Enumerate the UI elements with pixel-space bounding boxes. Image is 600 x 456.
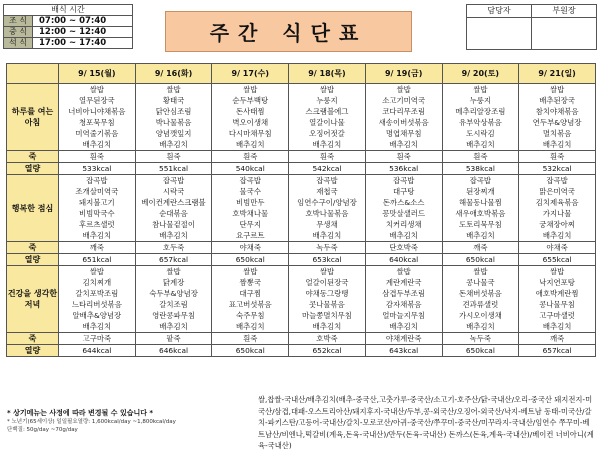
- menu-item: 숙두부&양념장: [149, 289, 198, 298]
- porridge-cell: 녹두죽: [442, 333, 519, 345]
- kcal-cell: 540kcal: [212, 163, 289, 175]
- menu-cell: [519, 175, 596, 242]
- menu-cell: [289, 266, 366, 333]
- menu-item: 열갈이나물: [309, 118, 345, 127]
- porridge-cell: 흰죽: [442, 151, 519, 163]
- menu-item: 닭계장: [162, 278, 185, 287]
- notes-calorie: * 노년기(65세이상) 일일필요열량: 1,600kcal/day ~1,800kcal/day: [7, 419, 176, 425]
- porridge-label: 죽: [7, 242, 59, 254]
- menu-cell: [289, 175, 366, 242]
- kcal-cell: 532kcal: [519, 163, 596, 175]
- menu-item: 벽오이생채: [232, 118, 269, 127]
- menu-item: 쌀밥: [166, 85, 181, 94]
- date-cell: 9/ 18(목): [289, 64, 366, 84]
- menu-item: 황태국: [162, 96, 185, 105]
- menu-item: 배추김치: [82, 140, 112, 149]
- porridge-cell: 흰죽: [59, 151, 136, 163]
- kcal-cell: 533kcal: [59, 163, 136, 175]
- menu-item: 잡곡밥: [239, 176, 261, 185]
- approval-table: [466, 4, 597, 50]
- meal-row: [7, 175, 596, 242]
- porridge-cell: 흰죽: [212, 151, 289, 163]
- menu-cell: [59, 175, 136, 242]
- notes-change-warning: * 상기메뉴는 사정에 따라 변경될 수 있습니다 *: [7, 409, 154, 417]
- menu-item: 김치찌개: [82, 278, 112, 287]
- kcal-cell: 655kcal: [519, 254, 596, 266]
- origin-info: 쌀,찹쌀-국내산/배추김치(배추-중국산,고춧가루-중국산/소고기-호주산/닭-국내산/오리-중국산 돼지전지-미국산/삼겹,대패-오스트리아산/돼지후지-국내산/두부,콩-외국산/오징어-외국산/낙지-베트남 동태-미국산/갈치-파키스탄/고등어-국내산/갈치-모로코산/아귀-중국산/쭈꾸미-중국산/미꾸라지-국내산/임연수 쭈꾸미-베트남산/비엔나,떡갈비(계육,돈육-국내산)/만두(돈육-국내산) 돈까스(돈육,계육-국내산)/베이컨 너비아니(계육-국내산): [258, 395, 594, 450]
- date-cell: 9/ 16(화): [135, 64, 212, 84]
- menu-item: 후르츠샐럿: [79, 220, 115, 229]
- menu-item: 쌀밥: [89, 267, 104, 276]
- menu-item: 호박나물볶음: [305, 209, 349, 218]
- weekly-menu-grid: [6, 63, 596, 357]
- porridge-row: [7, 151, 596, 163]
- lunch-time: 12:00 ~ 12:40: [33, 27, 133, 38]
- kcal-cell: 538kcal: [442, 163, 519, 175]
- menu-cell: [59, 266, 136, 333]
- menu-item: 배추김치: [159, 231, 188, 240]
- menu-cell: [289, 84, 366, 151]
- menu-cell: [365, 84, 442, 151]
- menu-item: 누룽지: [316, 96, 338, 105]
- kcal-label: 열량: [7, 163, 59, 175]
- menu-item: 마늘쫑멸치무침: [301, 311, 352, 320]
- menu-item: 콧나물볶음: [309, 300, 345, 309]
- kcal-cell: 651kcal: [59, 254, 136, 266]
- approval-staff-sign[interactable]: [467, 18, 532, 50]
- menu-item: 쌀밥: [319, 267, 335, 276]
- menu-item: 얼마늘지무침: [382, 311, 426, 320]
- dinner-label: 석 식: [4, 38, 33, 49]
- menu-item: 고구마샐럿: [539, 311, 575, 320]
- approval-director-sign[interactable]: [532, 18, 597, 50]
- porridge-cell: 흰죽: [289, 151, 366, 163]
- porridge-cell: 흰죽: [519, 151, 596, 163]
- porridge-cell: 녹두죽: [289, 242, 366, 254]
- menu-item: 꽁맛살샐러드: [382, 209, 426, 218]
- menu-item: 배추김치: [466, 231, 495, 240]
- menu-item: 해물동나물찜: [458, 198, 502, 207]
- corner-cell: [7, 64, 59, 84]
- porridge-cell: 깨죽: [442, 242, 519, 254]
- kcal-cell: 551kcal: [135, 163, 212, 175]
- menu-item: 쌀밥: [396, 267, 411, 276]
- menu-item: 명엽채무침: [385, 129, 422, 138]
- menu-item: 배추김치: [159, 140, 188, 149]
- date-cell: 9/ 15(월): [59, 64, 136, 84]
- menu-item: 스크램블에그: [305, 107, 349, 116]
- menu-item: 잡곡밥: [86, 176, 108, 185]
- menu-item: 재첩국: [316, 187, 338, 196]
- menu-item: 낙지연포탕: [539, 278, 575, 287]
- date-row: [7, 64, 596, 84]
- porridge-cell: 호두죽: [135, 242, 212, 254]
- menu-item: 배추김치: [312, 140, 342, 149]
- menu-item: 열무된장국: [79, 96, 115, 105]
- menu-item: 호박채나물: [232, 209, 269, 218]
- menu-item: 배추김치: [312, 231, 342, 240]
- porridge-label: 죽: [7, 333, 59, 345]
- menu-cell: [442, 266, 519, 333]
- menu-item: 잡곡밥: [546, 176, 568, 185]
- menu-item: 김치제육볶음: [535, 198, 579, 207]
- menu-item: 얼갈이된장국: [305, 278, 349, 287]
- menu-item: 새송이버섯볶음: [378, 118, 429, 127]
- porridge-cell: 흰죽: [135, 151, 212, 163]
- menu-item: 배추김치: [466, 140, 495, 149]
- menu-item: 베이컨계란스크램블: [141, 198, 206, 207]
- porridge-cell: 호박죽: [289, 333, 366, 345]
- menu-item: 돈까스&소스: [382, 198, 425, 207]
- menu-item: 코다리무조림: [382, 107, 426, 116]
- menu-item: 새우애호박볶음: [455, 209, 506, 218]
- kcal-cell: 657kcal: [519, 345, 596, 357]
- menu-item: 돈채버섯볶음: [458, 289, 502, 298]
- menu-item: 배추김치: [389, 231, 418, 240]
- menu-item: 애호박계란찜: [535, 289, 579, 298]
- meal-category: 하루를 여는 아침: [7, 84, 59, 151]
- menu-cell: [135, 84, 212, 151]
- kcal-label: 열량: [7, 345, 59, 357]
- approval-staff-label: 담당자: [467, 5, 532, 18]
- menu-item: 표고버섯볶음: [228, 300, 272, 309]
- menu-item: 물국수: [239, 187, 261, 196]
- porridge-row: [7, 333, 596, 345]
- menu-item: 갈치포박조림: [75, 289, 119, 298]
- porridge-cell: 고구마죽: [59, 333, 136, 345]
- menu-item: 배추김치: [389, 322, 418, 331]
- menu-item: 쌀밥: [243, 267, 258, 276]
- menu-item: 참치야채볶음: [535, 107, 579, 116]
- menu-cell: [212, 175, 289, 242]
- menu-item: 배추김치: [542, 231, 572, 240]
- menu-item: 쌀밥: [473, 85, 488, 94]
- menu-cell: [365, 175, 442, 242]
- menu-cell: [135, 266, 212, 333]
- menu-item: 미역줄기볶음: [75, 129, 119, 138]
- menu-item: 메추리알장조림: [455, 107, 506, 116]
- menu-cell: [365, 266, 442, 333]
- porridge-cell: 야채죽: [519, 242, 596, 254]
- menu-item: 가지나물: [542, 209, 572, 218]
- menu-item: 가시오이생채: [458, 311, 502, 320]
- porridge-cell: 팥죽: [135, 333, 212, 345]
- menu-item: 콩나물무침: [539, 300, 575, 309]
- menu-cell: [59, 84, 136, 151]
- porridge-cell: 야채죽: [212, 242, 289, 254]
- kcal-cell: 653kcal: [289, 254, 366, 266]
- meal-category: 건강을 생각한 저녁: [7, 266, 59, 333]
- menu-item: 배추김치: [312, 322, 342, 331]
- menu-item: 오징어젓갈: [309, 129, 345, 138]
- menu-item: 배추김치: [542, 322, 572, 331]
- menu-item: 콩나물국: [466, 278, 495, 287]
- menu-item: 순대볶음: [159, 209, 188, 218]
- menu-item: 무생채: [316, 220, 338, 229]
- menu-item: 박나물볶음: [155, 118, 192, 127]
- kcal-cell: 542kcal: [289, 163, 366, 175]
- dinner-time: 17:00 ~ 17:40: [33, 38, 133, 49]
- menu-item: 닭안심조림: [155, 107, 192, 116]
- menu-item: 감자채볶음: [385, 300, 422, 309]
- kcal-cell: 657kcal: [135, 254, 212, 266]
- kcal-cell: 650kcal: [442, 345, 519, 357]
- menu-item: 유부악상볶음: [458, 118, 502, 127]
- approval-director-label: 부원장: [532, 5, 597, 18]
- menu-item: 청포묵무침: [79, 118, 115, 127]
- menu-item: 배추김치: [389, 140, 418, 149]
- menu-item: 돈사태찜: [235, 107, 265, 116]
- page-title: 주간 식단표: [209, 21, 368, 45]
- menu-item: 배추김치: [542, 140, 572, 149]
- menu-item: 궁채장아찌: [539, 220, 575, 229]
- menu-item: 느타리버섯볶음: [71, 300, 122, 309]
- porridge-label: 죽: [7, 151, 59, 163]
- breakfast-time: 07:00 ~ 07:40: [33, 16, 133, 27]
- menu-item: 비빔만두: [235, 198, 265, 207]
- porridge-row: [7, 242, 596, 254]
- menu-cell: [212, 266, 289, 333]
- kcal-cell: 643kcal: [365, 345, 442, 357]
- menu-item: 잡곡밥: [162, 176, 185, 185]
- kcal-row: [7, 163, 596, 175]
- menu-item: 도시락김: [466, 129, 495, 138]
- date-cell: 9/ 19(금): [365, 64, 442, 84]
- meal-time-table: [3, 4, 133, 49]
- menu-item: 너비아니야채볶음: [68, 107, 126, 116]
- menu-item: 잡곡밥: [316, 176, 338, 185]
- notes-protein: 단백질: 50g/day ~70g/day: [7, 427, 78, 433]
- menu-item: 배추김치: [159, 322, 188, 331]
- kcal-cell: 536kcal: [365, 163, 442, 175]
- menu-item: 대구탕: [392, 187, 415, 196]
- menu-item: 배추된장국: [539, 96, 575, 105]
- kcal-label: 열량: [7, 254, 59, 266]
- menu-cell: [135, 175, 212, 242]
- menu-item: 멸치볶음: [542, 129, 572, 138]
- menu-item: 순두부백탕: [232, 96, 269, 105]
- meal-category: 행복한 점심: [7, 175, 59, 242]
- menu-item: 치커리생채: [385, 220, 422, 229]
- menu-item: 돼지불고기: [79, 198, 115, 207]
- notes: [7, 408, 217, 434]
- porridge-cell: 흰죽: [212, 333, 289, 345]
- kcal-cell: 650kcal: [212, 254, 289, 266]
- porridge-cell: 단호박죽: [365, 242, 442, 254]
- menu-item: 잡곡밥: [469, 176, 492, 185]
- date-cell: 9/ 21(일): [519, 64, 596, 84]
- menu-item: 다시마채무침: [228, 129, 272, 138]
- meal-time-header: 배식 시간: [4, 5, 133, 16]
- menu-item: 배추김치: [82, 231, 112, 240]
- kcal-cell: 650kcal: [212, 345, 289, 357]
- menu-item: 배추김치: [82, 322, 112, 331]
- date-cell: 9/ 17(수): [212, 64, 289, 84]
- menu-item: 쌀밥: [396, 85, 411, 94]
- menu-item: 계란계란국: [385, 278, 422, 287]
- menu-item: 쌀밥: [473, 267, 488, 276]
- menu-item: 쌀밥: [166, 267, 181, 276]
- kcal-cell: 652kcal: [289, 345, 366, 357]
- menu-item: 대구찜: [239, 289, 261, 298]
- menu-item: 맑은미역국: [539, 187, 575, 196]
- menu-item: 삼겹두부조림: [382, 289, 426, 298]
- menu-item: 숙주무침: [235, 311, 265, 320]
- date-cell: 9/ 20(토): [442, 64, 519, 84]
- menu-item: 임연수구이/양념장: [297, 198, 357, 207]
- meal-row: [7, 266, 596, 333]
- menu-item: 조개살미역국: [75, 187, 119, 196]
- menu-item: 갈치조림: [159, 300, 188, 309]
- porridge-cell: 야채계란죽: [365, 333, 442, 345]
- menu-item: 영란콩파무침: [152, 311, 195, 320]
- menu-item: 된장찌개: [466, 187, 495, 196]
- menu-item: 쌀밥: [89, 85, 104, 94]
- menu-item: 견과류샐럿: [462, 300, 499, 309]
- menu-cell: [442, 84, 519, 151]
- menu-cell: [519, 266, 596, 333]
- menu-item: 연두부&양념장: [532, 118, 582, 127]
- title-box: [165, 11, 412, 52]
- menu-item: 쌀밥: [549, 267, 565, 276]
- menu-item: 양념깻잎지: [155, 129, 192, 138]
- porridge-cell: 깨죽: [519, 333, 596, 345]
- menu-item: 누룽지: [469, 96, 492, 105]
- breakfast-label: 조 식: [4, 16, 33, 27]
- menu-cell: [519, 84, 596, 151]
- lunch-label: 중 식: [4, 27, 33, 38]
- kcal-cell: 640kcal: [365, 254, 442, 266]
- menu-cell: [442, 175, 519, 242]
- menu-item: 배추김치: [235, 322, 265, 331]
- menu-item: 시락국: [162, 187, 185, 196]
- menu-item: 도토리묵무침: [458, 220, 502, 229]
- kcal-row: [7, 254, 596, 266]
- menu-item: 비빔막국수: [79, 209, 115, 218]
- kcal-row: [7, 345, 596, 357]
- menu-item: 쌀밥: [319, 85, 335, 94]
- kcal-cell: 644kcal: [59, 345, 136, 357]
- menu-item: 참나물겉절이: [152, 220, 195, 229]
- menu-item: 요구르트: [235, 231, 265, 240]
- porridge-cell: 깨죽: [59, 242, 136, 254]
- menu-item: 배추김치: [466, 322, 495, 331]
- menu-item: 소고기미역국: [382, 96, 426, 105]
- kcal-cell: 650kcal: [442, 254, 519, 266]
- porridge-cell: 흰죽: [365, 151, 442, 163]
- menu-item: 배추김치: [235, 140, 265, 149]
- menu-item: 쌀밥: [549, 85, 565, 94]
- menu-item: 잡곡밥: [392, 176, 415, 185]
- meal-row: [7, 84, 596, 151]
- menu-item: 알배추&양념장: [72, 311, 122, 320]
- menu-item: 쌀밥: [243, 85, 258, 94]
- menu-cell: [212, 84, 289, 151]
- menu-item: 짬뽕국: [239, 278, 261, 287]
- menu-item: 단무지: [239, 220, 261, 229]
- kcal-cell: 646kcal: [135, 345, 212, 357]
- menu-item: 야채동그랑땡: [305, 289, 349, 298]
